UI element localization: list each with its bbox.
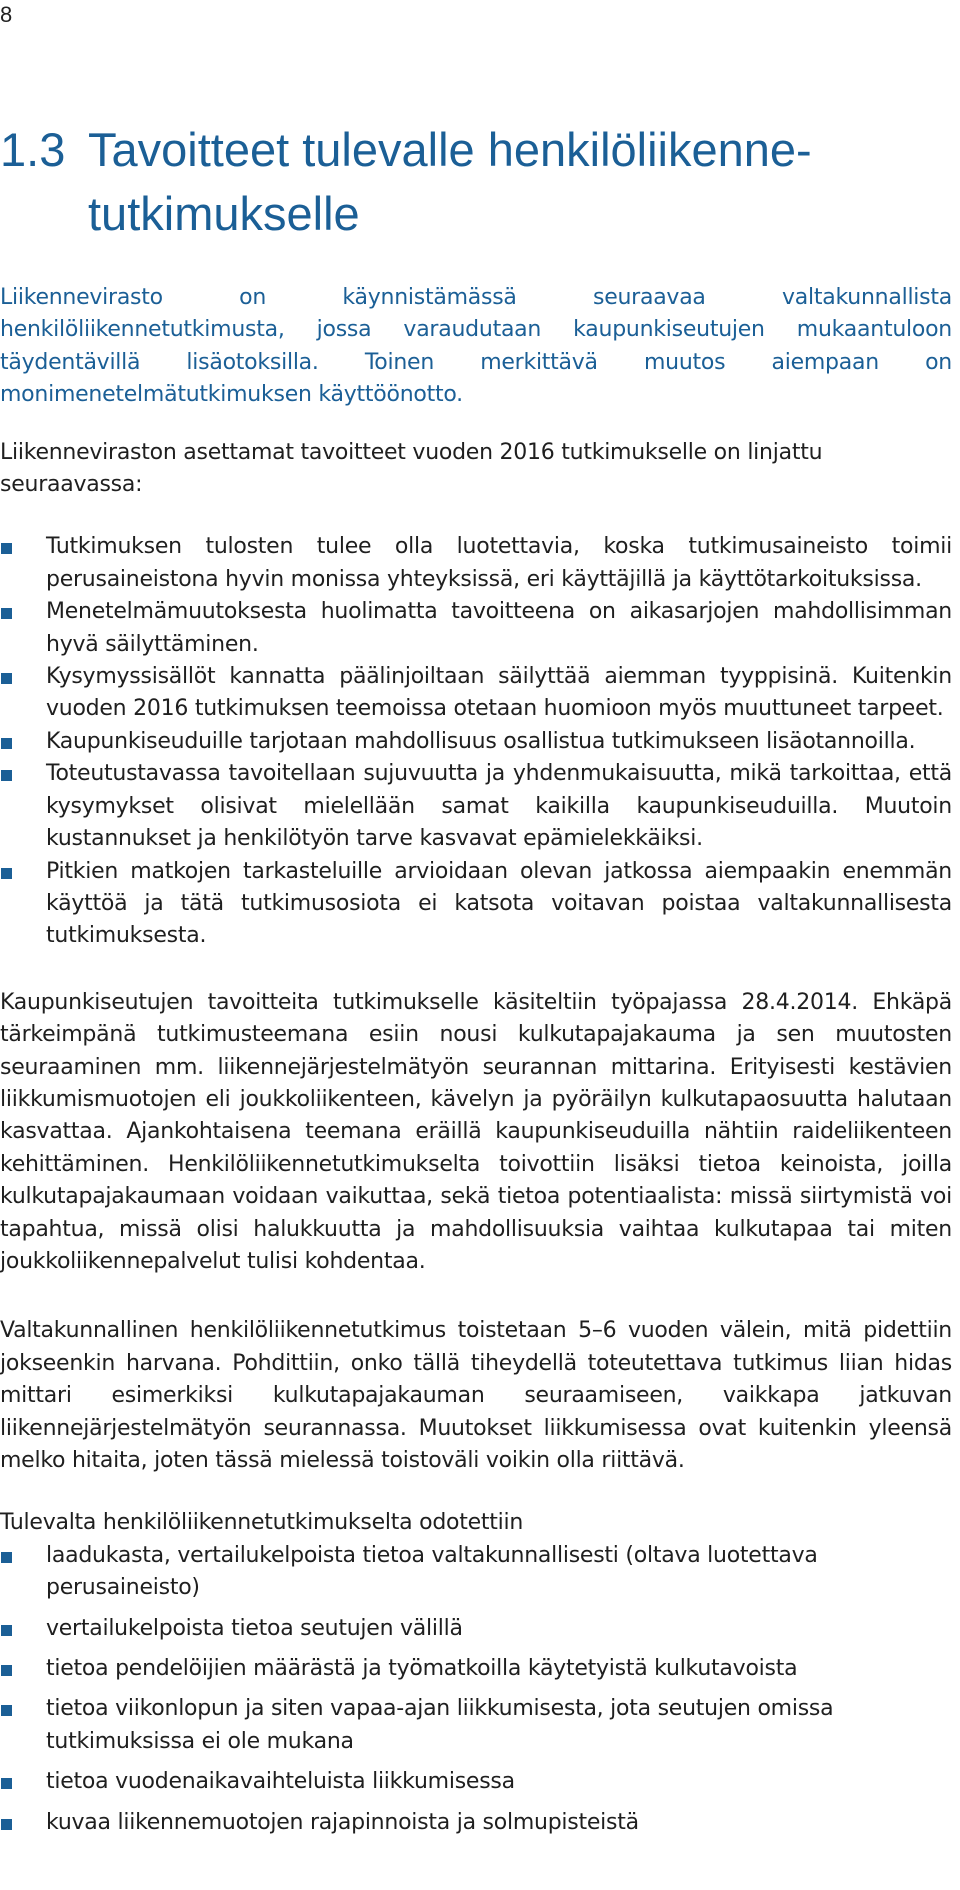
list-item: Tutkimuksen tulosten tulee olla luotettavia, koska tutkimusaineisto toimii perusaineistona hyvin monissa yhteyksissä, eri käyttäjillä ja käyttötarkoituksissa. — [0, 531, 952, 596]
goals-list — [0, 531, 952, 952]
list-item: kuvaa liikennemuotojen rajapinnoista ja solmupisteistä — [0, 1807, 952, 1839]
expectations-lead-text: Tulevalta henkilöliikennetutkimukselta odotettiin — [0, 1510, 524, 1536]
list-item: tietoa viikonlopun ja siten vapaa-ajan liikkumisesta, jota seutujen omissa tutkimuksissa ei ole mukana — [0, 1693, 952, 1758]
page-number: 8 — [0, 2, 13, 27]
square-bullet-icon — [1, 770, 12, 781]
list-item: Toteutustavassa tavoitellaan sujuvuutta ja yhdenmukaisuutta, mikä tarkoittaa, että kysymykset olisivat mielellään samat kaikilla kaupunkiseuduilla. Muutoin kustannukset ja henkilötyön tarve kasvavat epämielekkäiksi. — [0, 758, 952, 855]
list-item: tietoa pendelöijien määrästä ja työmatkoilla käytetyistä kulkutavoista — [0, 1653, 952, 1685]
list-item: Menetelmämuutoksesta huolimatta tavoitteena on aikasarjojen mahdollisimman hyvä säilyttäminen. — [0, 596, 952, 661]
square-bullet-icon — [1, 868, 12, 879]
square-bullet-icon — [1, 1819, 12, 1830]
square-bullet-icon — [1, 738, 12, 749]
workshop-paragraph: Kaupunkiseutujen tavoitteita tutkimukselle käsiteltiin työpajassa 28.4.2014. Ehkäpä tärkeimpänä tutkimusteemana esiin nousi kulkutapajakauma ja sen muutosten seuraaminen mm. liikennejärjestelmätyön seurannan mittarina. Erityisesti kestävien liikkumismuotojen eli joukkoliikenteen, kävelyn ja pyöräilyn kulkutapaosuutta halutaan kasvattaa. Ajankohtaisena teemana eräillä kaupunkiseuduilla nähtiin raideliikenteen kehittäminen. Henkilöliikennetutkimukselta toivottiin lisäksi tietoa keinoista, joilla kulkutapajakaumaan voidaan vaikuttaa, sekä tietoa potentiaalista: missä siirtymistä voi tapahtua, missä olisi halukkuutta ja mahdollisuuksia vaihtaa kulkutapaa tai miten joukkoliikennepalvelut tulisi kohdentaa. — [0, 989, 952, 1274]
list-item: Kysymyssisällöt kannatta päälinjoiltaan säilyttää aiemman tyyppisinä. Kuitenkin vuoden 2016 tutkimuksen teemoissa otetaan huomioon myös muuttuneet tarpeet. — [0, 661, 952, 726]
section-body — [0, 282, 952, 1873]
square-bullet-icon — [1, 608, 12, 619]
intro-paragraph: Liikennevirasto on käynnistämässä seuraavaa valtakunnallista henkilöliikennetutkimusta, jossa varaudutaan kaupunkiseutujen mukaantuloon täydentävillä lisäotoksilla. Toinen merkittävä muutos aiempaan on monimenetelmätutkimuksen käyttöönotto. — [0, 285, 952, 408]
square-bullet-icon — [1, 1778, 12, 1789]
section-title-line-2: tutkimukselle — [88, 187, 360, 240]
square-bullet-icon — [1, 1665, 12, 1676]
square-bullet-icon — [1, 1552, 12, 1563]
list-item: tietoa vuodenaikavaihteluista liikkumisessa — [0, 1766, 952, 1798]
frequency-paragraph: Valtakunnallinen henkilöliikennetutkimus toistetaan 5–6 vuoden välein, mitä pidettiin jokseenkin harvana. Pohdittiin, onko tällä tiheydellä toteutettava tutkimus liian hidas mittari esimerkiksi kulkutapajakauman seuraamiseen, vaikkapa jatkuvan liikennejärjestelmätyön seurannassa. Muutokset liikkumisessa ovat kuitenkin yleensä melko hitaita, joten tässä mielessä toistoväli voikin olla riittävä. — [0, 1318, 952, 1473]
section-number: 1.3 — [0, 123, 66, 176]
list-item: Kaupunkiseuduille tarjotaan mahdollisuus osallistua tutkimukseen lisäotannoilla. — [0, 726, 952, 758]
square-bullet-icon — [1, 673, 12, 684]
section-heading — [0, 118, 950, 246]
square-bullet-icon — [1, 1625, 12, 1636]
section-title-line-1: Tavoitteet tulevalle henkilöliikenne- — [88, 123, 812, 176]
list-item: Pitkien matkojen tarkasteluille arvioidaan olevan jatkossa aiempaakin enemmän käyttöä ja tätä tutkimusosiota ei katsota voitavan poistaa valtakunnallisesta tutkimuksesta. — [0, 856, 952, 953]
list-item: vertailukelpoista tietoa seutujen välillä — [0, 1613, 952, 1645]
square-bullet-icon — [1, 543, 12, 554]
square-bullet-icon — [1, 1705, 12, 1716]
list-item: laadukasta, vertailukelpoista tietoa valtakunnallisesti (oltava luotettava perusaineisto) — [0, 1540, 952, 1605]
goals-lead-text: Liikenneviraston asettamat tavoitteet vuoden 2016 tutkimukselle on linjattu seuraavassa: — [0, 439, 823, 498]
expectations-list — [0, 1540, 952, 1839]
